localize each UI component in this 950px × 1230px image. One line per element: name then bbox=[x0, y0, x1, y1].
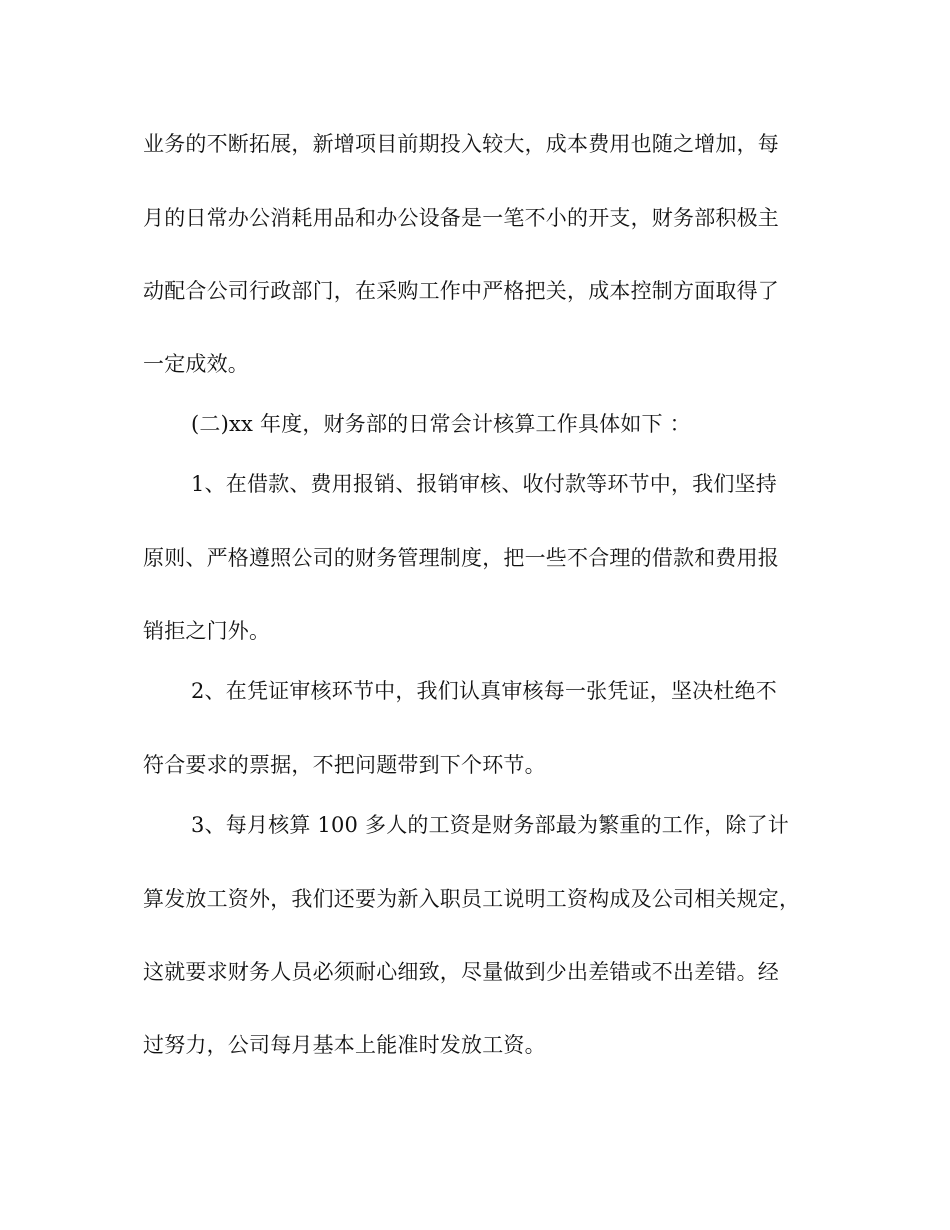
item-1-line-3: 销拒之门外。 bbox=[143, 619, 271, 643]
item-1-line-2: 原则、严格遵照公司的财务管理制度，把一些不合理的借款和费用报 bbox=[143, 546, 779, 570]
item-3-line-2: 算发放工资外，我们还要为新入职员工说明工资构成及公司相关规定， bbox=[143, 887, 801, 911]
item-3-line-3: 这就要求财务人员必须耐心细致，尽量做到少出差错或不出差错。经 bbox=[143, 960, 779, 984]
item-2-line-1: 2、在凭证审核环节中，我们认真审核每一张凭证，坚决杜绝不 bbox=[191, 679, 777, 703]
text-line-3: 动配合公司行政部门，在采购工作中严格把关，成本控制方面取得了 bbox=[143, 279, 779, 303]
item-3-line-1: 3、每月核算 100 多人的工资是财务部最为繁重的工作，除了计 bbox=[191, 813, 789, 837]
text-line-4: 一定成效。 bbox=[143, 352, 249, 376]
text-line-2: 月的日常办公消耗用品和办公设备是一笔不小的开支，财务部积极主 bbox=[143, 206, 779, 230]
item-1-line-1: 1、在借款、费用报销、报销审核、收付款等环节中，我们坚持 bbox=[191, 472, 777, 496]
section-heading-2: (二)xx 年度，财务部的日常会计核算工作具体如下 ： bbox=[191, 412, 691, 436]
item-2-line-2: 符合要求的票据，不把问题带到下个环节。 bbox=[143, 753, 546, 777]
text-line-1: 业务的不断拓展，新增项目前期投入较大，成本费用也随之增加，每 bbox=[143, 132, 779, 156]
item-3-line-4: 过努力，公司每月基本上能准时发放工资。 bbox=[143, 1033, 546, 1057]
